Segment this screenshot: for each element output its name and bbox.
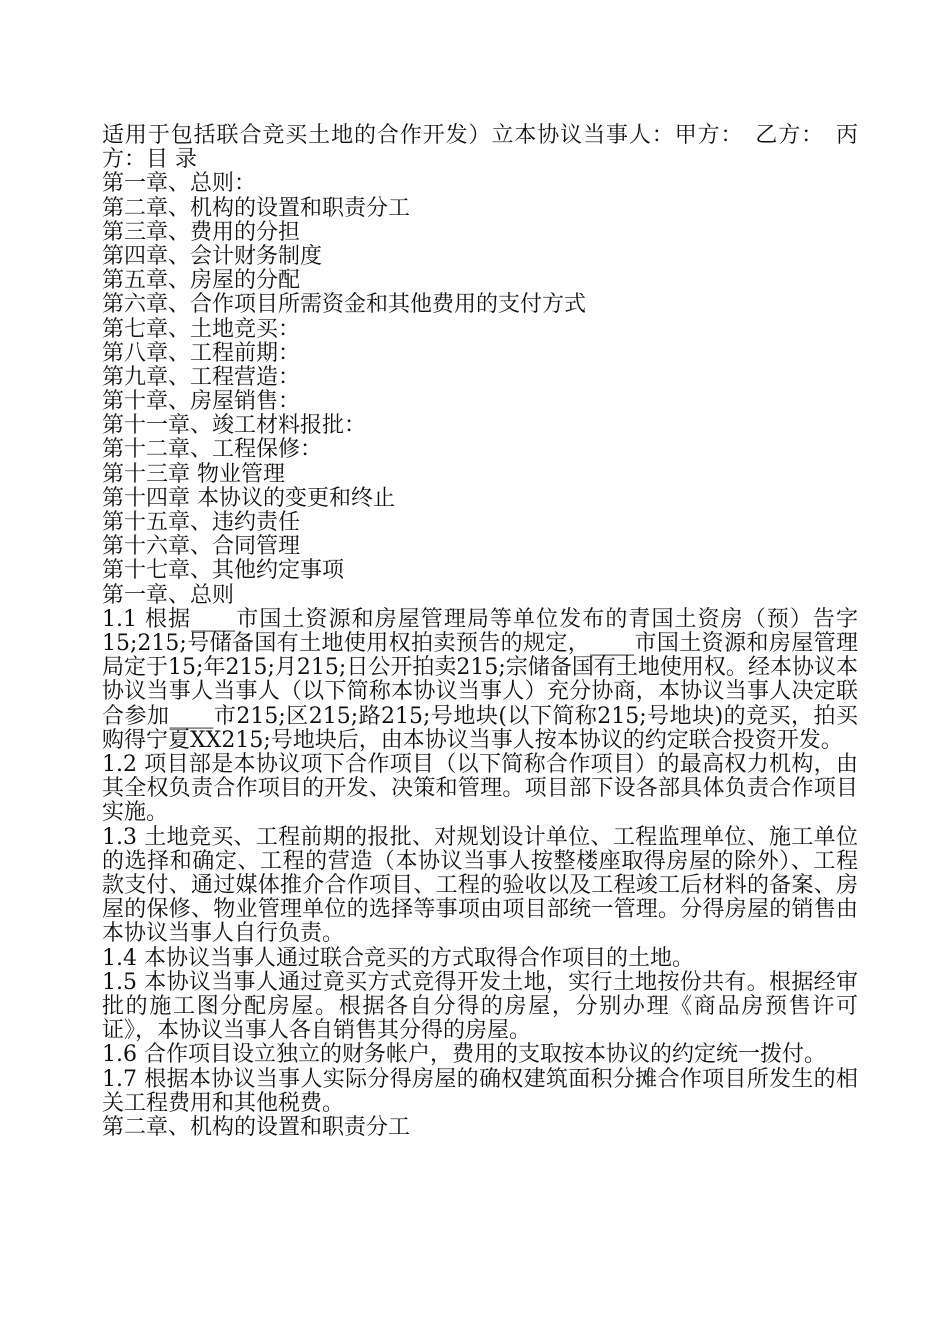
- clause-paragraph: 1.3 土地竞买、工程前期的报批、对规划设计单位、工程监理单位、施工单位的选择和确定、工程的营造（本协议当事人按整楼座取得房屋的除外）、工程款支付、通过媒体推介合作项目、工程的验收以及工程竣工后材料的备案、房屋的保修、物业管理单位的选择等事项由项目部统一管理。分得房屋的销售由本协议当事人自行负责。: [102, 824, 858, 947]
- toc-item: 第九章、工程营造：: [102, 364, 301, 390]
- toc-item: 第十一章、竣工材料报批：: [102, 413, 367, 439]
- agreement-intro: 适用于包括联合竞买土地的合作开发）立本协议当事人：甲方： 乙方： 丙方：目 录: [102, 123, 858, 173]
- toc-item: 第十三章 物业管理: [102, 461, 285, 487]
- chapter-one-clauses: [102, 608, 858, 1116]
- clause-paragraph: 1.7 根据本协议当事人实际分得房屋的确权建筑面积分摊合作项目所发生的相关工程费用和其他税费。: [102, 1066, 858, 1116]
- clause-paragraph: 1.2 项目部是本协议项下合作项目（以下简称合作项目）的最高权力机构，由其全权负责合作项目的开发、决策和管理。项目部下设各部具体负责合作项目实施。: [102, 752, 858, 826]
- toc-item: 第十四章 本协议的变更和终止: [102, 485, 395, 511]
- table-of-contents: [102, 172, 858, 583]
- toc-item: 第十章、房屋销售：: [102, 389, 301, 415]
- clause-paragraph: 1.4 本协议当事人通过联合竞买的方式取得合作项目的土地。: [102, 945, 694, 971]
- clause-paragraph: 1.1 根据____市国土资源和房屋管理局等单位发布的青国土资房（预）告字15;215;号储备国有土地使用权拍卖预告的规定，____市国土资源和房屋管理局定于15;年215;月215;日公开拍卖215;宗储备国有土地使用权。经本协议本协议当事人当事人（以下简称本协议当事人）充分协商，本协议当事人决定联合参加____市215;区215;路215;号地块(以下简称215;号地块)的竞买，拍买购得宁夏XX215;号地块后，由本协议当事人按本协议的约定联合投资开发。: [102, 606, 858, 753]
- toc-item: 第二章、机构的设置和职责分工: [102, 195, 411, 221]
- toc-item: 第七章、土地竞买：: [102, 316, 301, 342]
- toc-item: 第十七章、其他约定事项: [102, 558, 345, 584]
- toc-item: 第十五章、违约责任: [102, 510, 301, 536]
- clause-paragraph: 1.5 本协议当事人通过竟买方式竞得开发土地，实行土地按份共有。根据经审批的施工图分配房屋。根据各自分得的房屋，分别办理《商品房预售许可证》，本协议当事人各自销售其分得的房屋。: [102, 969, 858, 1044]
- toc-item: 第十二章、工程保修：: [102, 437, 323, 463]
- toc-item: 第四章、会计财务制度: [102, 243, 323, 269]
- document-body: [102, 124, 858, 1140]
- toc-item: 第六章、合作项目所需资金和其他费用的支付方式: [102, 292, 587, 318]
- toc-item: 第一章、总则：: [102, 171, 257, 197]
- chapter-heading: 第二章、机构的设置和职责分工: [102, 1115, 411, 1141]
- toc-item: 第三章、费用的分担: [102, 219, 301, 245]
- toc-item: 第十六章、合同管理: [102, 534, 301, 560]
- toc-item: 第五章、房屋的分配: [102, 268, 301, 294]
- chapter-heading: 第一章、总则: [102, 582, 235, 608]
- clause-paragraph: 1.6 合作项目设立独立的财务帐户，费用的支取按本协议的约定统一拨付。: [102, 1042, 826, 1068]
- toc-item: 第八章、工程前期：: [102, 340, 301, 366]
